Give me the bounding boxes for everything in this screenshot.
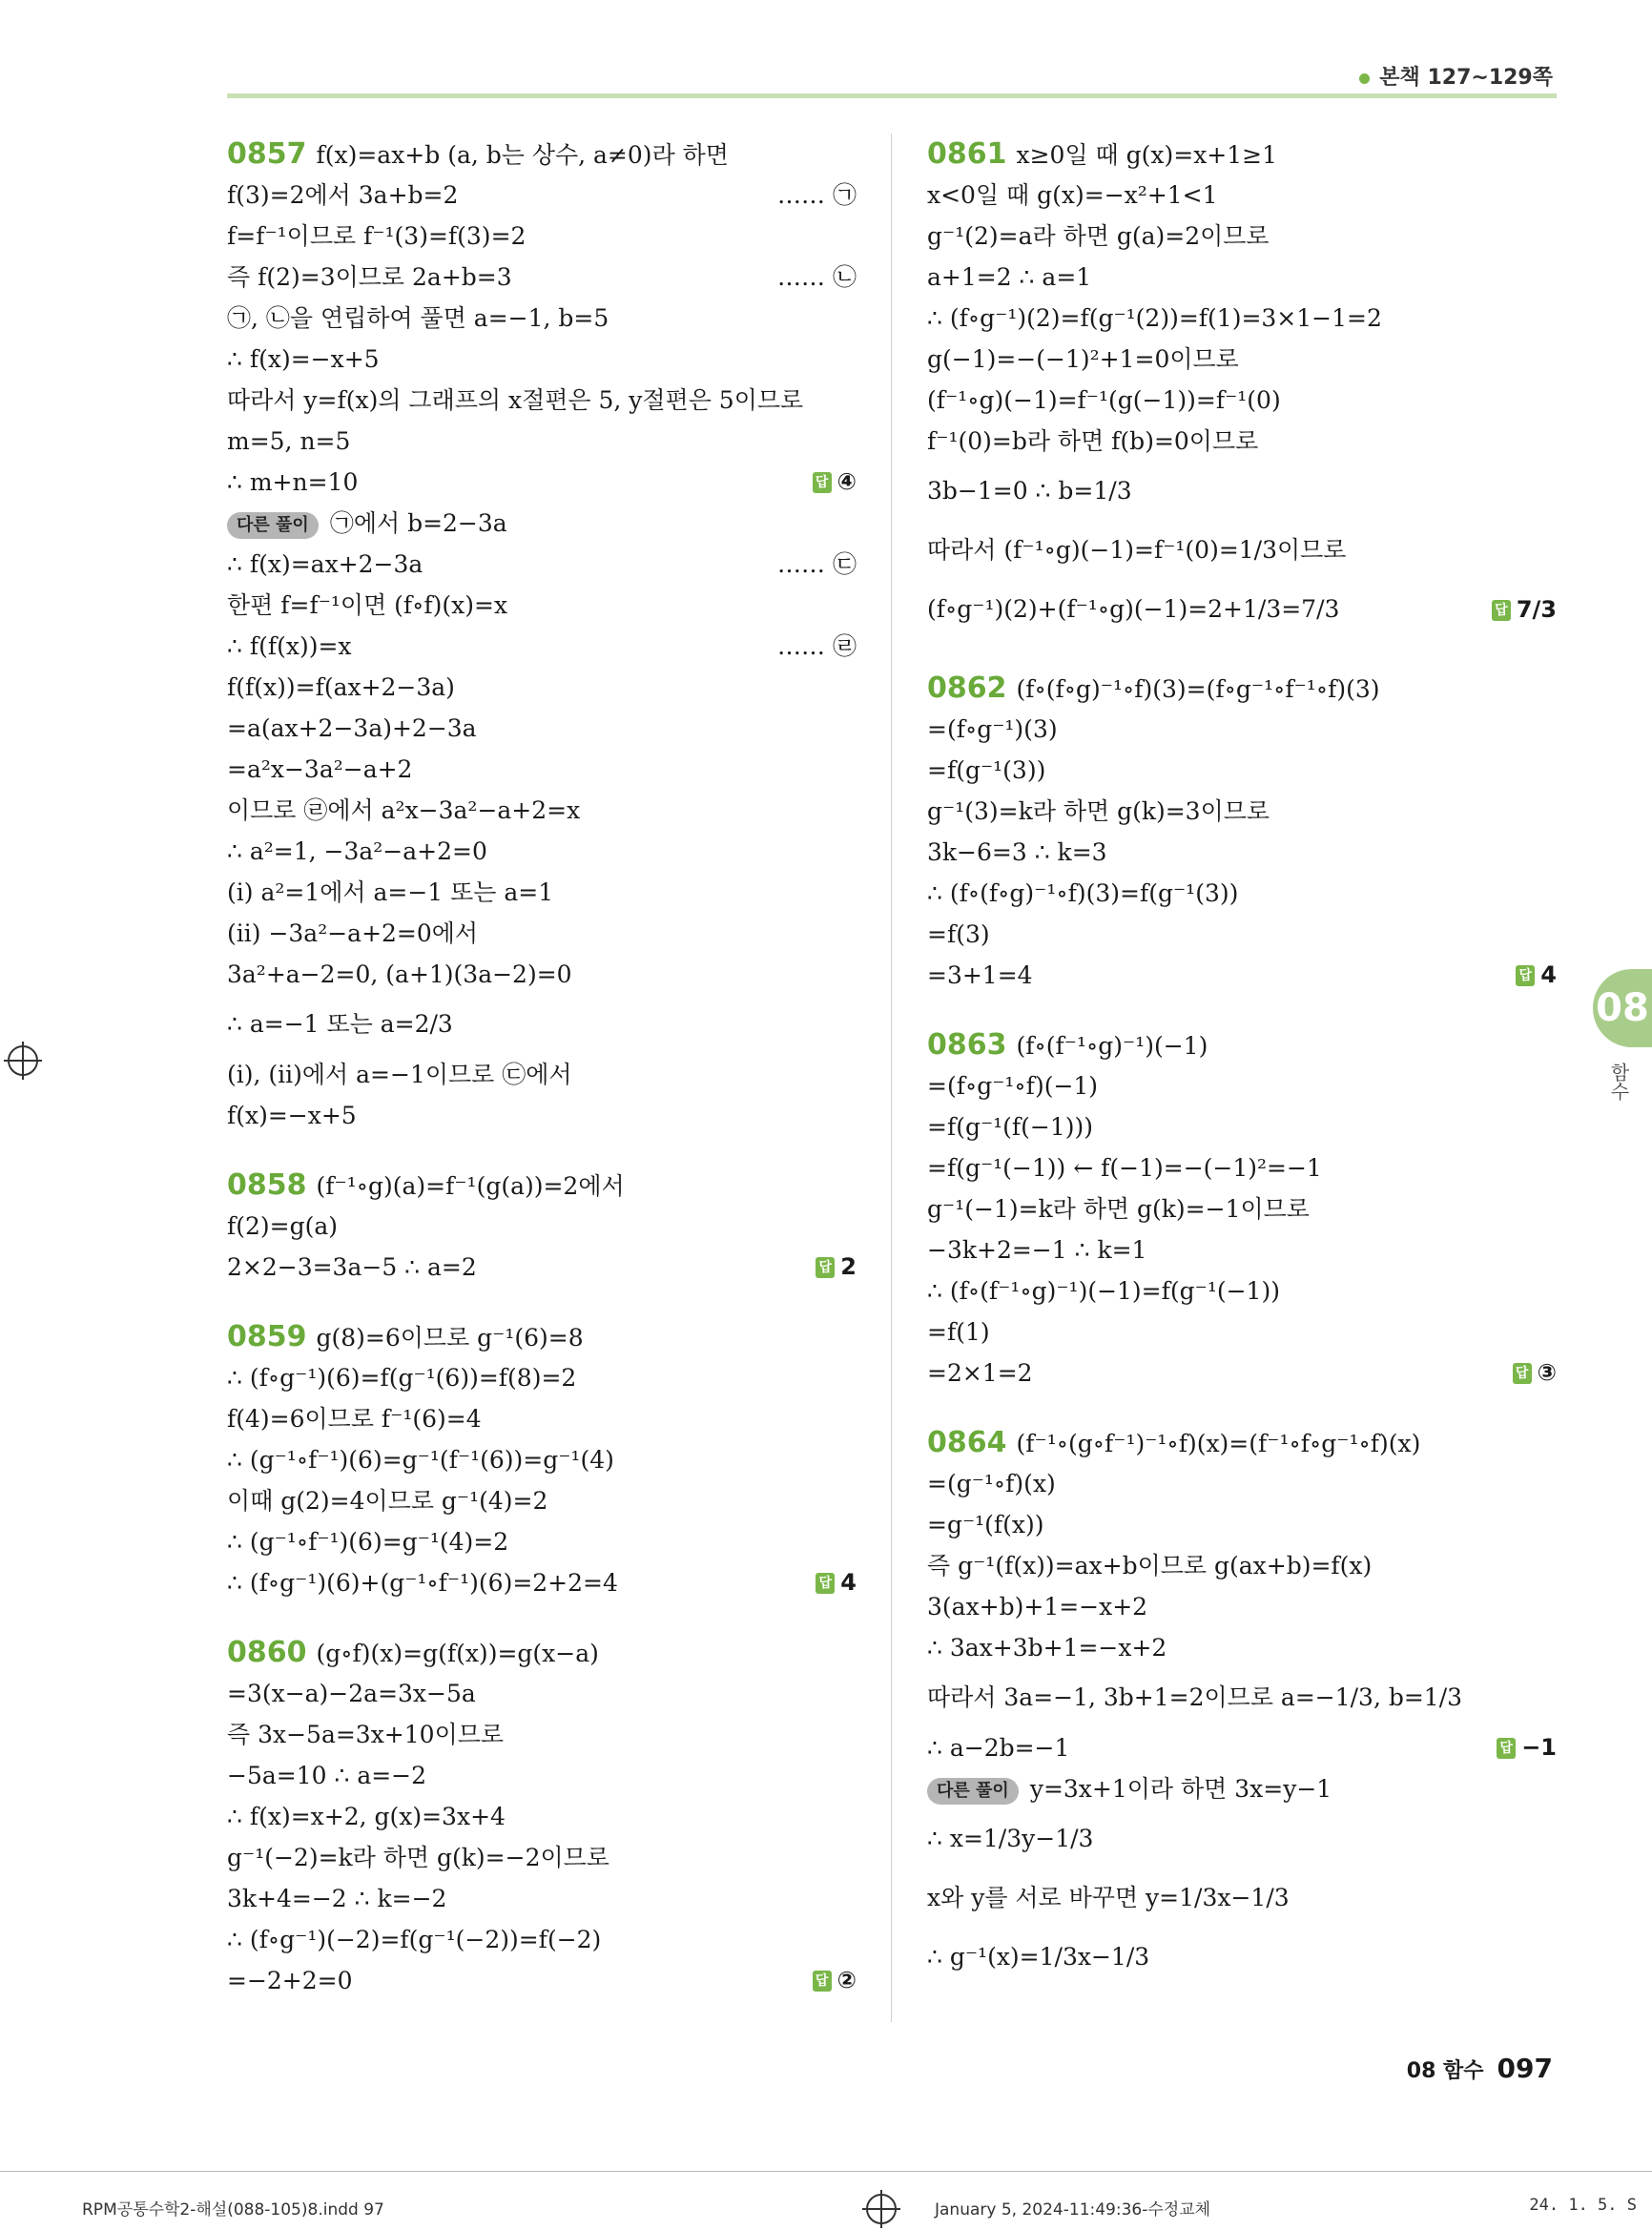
math-text: x와 y를 서로 바꾸면 y=1/3x−1/3 <box>927 1884 1290 1911</box>
page-number: 097 <box>1497 2053 1553 2084</box>
math-text: (ⅰ), (ⅱ)에서 a=−1이므로 ㉢에서 <box>227 1061 572 1088</box>
solution-line <box>227 421 857 462</box>
answer-mark <box>1492 580 1557 639</box>
math-text: m=5, n=5 <box>227 427 351 455</box>
answer-value: −1 <box>1521 1734 1557 1761</box>
math-text: =2×1=2 <box>927 1359 1033 1387</box>
math-text: 3k−6=3 ∴ k=3 <box>927 838 1107 866</box>
answer-icon: 답 <box>813 472 832 493</box>
math-text: f=f⁻¹이므로 f⁻¹(3)=f(3)=2 <box>227 222 527 250</box>
math-text: (f∘(f⁻¹∘g)⁻¹)(−1) <box>1016 1032 1208 1060</box>
math-text: 3k+4=−2 ∴ k=−2 <box>227 1885 447 1912</box>
footer-rule <box>0 2171 1652 2172</box>
solution-line <box>927 1727 1557 1768</box>
problem-header <box>927 134 1557 175</box>
solution-line <box>227 1054 857 1095</box>
print-file-name: RPM공통수학2-해설(088-105)8.indd 97 <box>82 2200 384 2220</box>
math-text: (f⁻¹∘(g∘f⁻¹)⁻¹∘f)(x)=(f⁻¹∘f∘g⁻¹∘f)(x) <box>1016 1430 1421 1457</box>
solution-line <box>227 216 857 257</box>
solution-line <box>227 1673 857 1714</box>
math-text: ∴ 3ax+3b+1=−x+2 <box>927 1634 1167 1662</box>
math-text: =g⁻¹(f(x)) <box>927 1511 1044 1538</box>
solution-line <box>227 1480 857 1521</box>
solution-line <box>227 1095 857 1136</box>
footer-chapter: 08 함수 <box>1406 2059 1484 2083</box>
page-footer-title <box>1407 2053 1553 2084</box>
math-text: 따라서 (f⁻¹∘g)(−1)=f⁻¹(0)=1/3이므로 <box>927 536 1347 564</box>
problem-header <box>927 668 1557 709</box>
math-text: g(8)=6이므로 g⁻¹(6)=8 <box>316 1324 584 1352</box>
math-text: f⁻¹(0)=b라 하면 f(b)=0이므로 <box>927 427 1259 455</box>
math-text: ∴ f(x)=x+2, g(x)=3x+4 <box>227 1803 506 1830</box>
math-text: −5a=10 ∴ a=−2 <box>227 1762 427 1789</box>
math-text: =a(ax+2−3a)+2−3a <box>227 714 477 742</box>
answer-mark <box>816 1562 857 1603</box>
solution-line <box>927 1869 1557 1928</box>
math-text: =f(1) <box>927 1318 990 1346</box>
solution-line <box>927 380 1557 421</box>
solution-line <box>927 339 1557 380</box>
problem-number: 0859 <box>227 1320 307 1353</box>
solution-line <box>227 503 857 544</box>
math-text: ∴ m+n=10 <box>227 468 359 496</box>
answer-mark <box>1497 1727 1557 1768</box>
solution-line <box>927 1809 1557 1869</box>
math-text: g(−1)=−(−1)²+1=0이므로 <box>927 345 1239 373</box>
math-text: =(f∘g⁻¹)(3) <box>927 715 1058 743</box>
solution-line <box>927 1065 1557 1106</box>
math-text: ∴ a²=1, −3a²−a+2=0 <box>227 837 487 865</box>
math-text: =3+1=4 <box>927 961 1033 989</box>
math-text: =−2+2=0 <box>227 1967 353 1994</box>
solution-line <box>927 1463 1557 1504</box>
math-text: x≥0일 때 g(x)=x+1≥1 <box>1016 141 1278 169</box>
solution-line <box>227 831 857 872</box>
solution-line <box>927 832 1557 873</box>
math-text: ∴ (f∘g⁻¹)(6)=f(g⁻¹(6))=f(8)=2 <box>227 1364 577 1392</box>
math-text: 이므로 ㉣에서 a²x−3a²−a+2=x <box>227 796 581 824</box>
math-text: 3(ax+b)+1=−x+2 <box>927 1593 1148 1621</box>
problem-header <box>227 134 857 175</box>
math-text: (f⁻¹∘g)(a)=f⁻¹(g(a))=2에서 <box>316 1172 625 1200</box>
math-text: ∴ a=−1 또는 a=2/3 <box>227 1010 453 1038</box>
answer-value: ④ <box>836 468 857 495</box>
solution-line <box>227 1837 857 1878</box>
answer-icon: 답 <box>816 1257 835 1278</box>
solution-line <box>927 709 1557 750</box>
equation-label: …… ㉡ <box>777 263 857 291</box>
math-text: a+1=2 ∴ a=1 <box>927 263 1092 291</box>
problem-header <box>927 1024 1557 1065</box>
math-text: y=3x+1이라 하면 3x=y−1 <box>1029 1775 1332 1803</box>
problem-header <box>227 1316 857 1357</box>
math-text: g⁻¹(3)=k라 하면 g(k)=3이므로 <box>927 797 1270 825</box>
math-text: ∴ (f∘(f⁻¹∘g)⁻¹)(−1)=f(g⁻¹(−1)) <box>927 1277 1280 1305</box>
solution-line <box>227 1960 857 2001</box>
solution-line <box>227 954 857 995</box>
math-text: =3(x−a)−2a=3x−5a <box>227 1680 476 1707</box>
solution-line <box>927 1270 1557 1311</box>
math-text: ∴ g⁻¹(x)=1/3x−1/3 <box>927 1943 1150 1971</box>
solution-line <box>927 1928 1557 1987</box>
solution-line <box>227 1878 857 1919</box>
solution-line <box>227 585 857 626</box>
solution-line <box>927 1545 1557 1586</box>
solution-line <box>927 1627 1557 1668</box>
solution-line <box>927 521 1557 580</box>
math-text: 한편 f=f⁻¹이면 (f∘f)(x)=x <box>227 591 508 619</box>
solution-line <box>227 1796 857 1837</box>
math-text: (ⅰ) a²=1에서 a=−1 또는 a=1 <box>227 878 554 906</box>
answer-mark <box>813 462 857 503</box>
math-text: 3a²+a−2=0, (a+1)(3a−2)=0 <box>227 960 572 988</box>
left-column <box>227 134 857 2001</box>
math-text: f(x)=ax+b (a, b는 상수, a≠0)라 하면 <box>316 141 729 169</box>
solution-line <box>927 873 1557 914</box>
math-text: f(4)=6이므로 f⁻¹(6)=4 <box>227 1405 482 1433</box>
answer-icon: 답 <box>1516 965 1535 986</box>
answer-value: 4 <box>840 1569 857 1596</box>
math-text: g⁻¹(2)=a라 하면 g(a)=2이므로 <box>927 222 1270 250</box>
problem-number: 0862 <box>927 671 1007 705</box>
math-text: ㉠에서 b=2−3a <box>329 509 507 537</box>
solution-line <box>927 1352 1557 1394</box>
math-text: 따라서 y=f(x)의 그래프의 x절편은 5, y절편은 5이므로 <box>227 386 804 414</box>
solution-line <box>227 667 857 708</box>
math-text: 3b−1=0 ∴ b=1/3 <box>927 477 1132 505</box>
solution-line <box>227 749 857 790</box>
equation-label: …… ㉢ <box>777 550 857 578</box>
answer-icon: 답 <box>1492 600 1511 621</box>
math-text: ∴ (f∘g⁻¹)(2)=f(g⁻¹(2))=f(1)=3×1−1=2 <box>927 304 1382 332</box>
equation-label: …… ㉣ <box>777 632 857 660</box>
chapter-tab: 08 <box>1593 969 1652 1047</box>
math-text: f(3)=2에서 3a+b=2 <box>227 181 459 209</box>
math-text: g⁻¹(−1)=k라 하면 g(k)=−1이므로 <box>927 1195 1310 1223</box>
solution-line <box>927 1668 1557 1727</box>
math-text: 2×2−3=3a−5 ∴ a=2 <box>227 1253 477 1281</box>
solution-line <box>927 216 1557 257</box>
alternate-solution-badge: 다른 풀이 <box>227 512 319 539</box>
solution-line <box>227 1521 857 1562</box>
solution-line <box>227 380 857 421</box>
math-text: (f⁻¹∘g)(−1)=f⁻¹(g(−1))=f⁻¹(0) <box>927 386 1281 414</box>
solution-line <box>227 1714 857 1755</box>
problem-number: 0863 <box>927 1028 1007 1062</box>
registration-mark-icon <box>8 1045 38 1076</box>
solution-line <box>227 1562 857 1603</box>
answer-mark <box>1513 1352 1557 1394</box>
solution-line <box>227 175 857 216</box>
answer-icon: 답 <box>813 1971 832 1992</box>
math-text: =a²x−3a²−a+2 <box>227 755 413 783</box>
solution-line <box>927 1229 1557 1270</box>
textbook-page-reference: 본책 127~129쪽 <box>1359 61 1553 91</box>
solution-line <box>927 1311 1557 1352</box>
print-date: January 5, 2024-11:49:36-수정교체 <box>935 2200 1211 2220</box>
answer-icon: 답 <box>1497 1738 1516 1759</box>
solution-line <box>927 791 1557 832</box>
solution-line <box>227 790 857 831</box>
solution-line <box>927 462 1557 521</box>
math-text: 따라서 3a=−1, 3b+1=2이므로 a=−1/3, b=1/3 <box>927 1683 1463 1711</box>
solution-line <box>227 913 857 954</box>
problem-number: 0861 <box>927 137 1007 171</box>
solution-line <box>227 298 857 339</box>
math-text: f(x)=−x+5 <box>227 1102 357 1129</box>
solution-line <box>227 1439 857 1480</box>
math-text: ∴ (g⁻¹∘f⁻¹)(6)=g⁻¹(f⁻¹(6))=g⁻¹(4) <box>227 1446 614 1474</box>
solution-line <box>927 750 1557 791</box>
solution-line <box>927 1586 1557 1627</box>
math-text: 즉 g⁻¹(f(x))=ax+b이므로 g(ax+b)=f(x) <box>927 1552 1373 1580</box>
solution-line <box>927 1768 1557 1809</box>
solution-line <box>927 1147 1557 1188</box>
answer-icon: 답 <box>816 1573 835 1594</box>
solution-line <box>227 1357 857 1398</box>
math-text: ∴ f(x)=−x+5 <box>227 345 380 373</box>
solution-line <box>927 580 1557 639</box>
problem-number: 0857 <box>227 137 307 171</box>
equation-label: …… ㉠ <box>777 181 857 209</box>
math-text: −3k+2=−1 ∴ k=1 <box>927 1236 1147 1264</box>
solution-line <box>227 872 857 913</box>
math-text: 이때 g(2)=4이므로 g⁻¹(4)=2 <box>227 1487 548 1515</box>
solution-line <box>927 257 1557 298</box>
math-text: (g∘f)(x)=g(f(x))=g(x−a) <box>316 1640 599 1667</box>
math-text: f(f(x))=f(ax+2−3a) <box>227 673 455 701</box>
solution-line <box>227 1206 857 1247</box>
solution-line <box>227 1755 857 1796</box>
math-text: ∴ (f∘g⁻¹)(−2)=f(g⁻¹(−2))=f(−2) <box>227 1926 602 1953</box>
solution-line <box>927 298 1557 339</box>
math-text: =f(g⁻¹(f(−1))) <box>927 1113 1094 1141</box>
math-text: ∴ (f∘(f∘g)⁻¹∘f)(3)=f(g⁻¹(3)) <box>927 879 1239 907</box>
math-text: 즉 f(2)=3이므로 2a+b=3 <box>227 263 512 291</box>
math-text: =(g⁻¹∘f)(x) <box>927 1470 1056 1497</box>
math-text: f(2)=g(a) <box>227 1212 339 1240</box>
right-column <box>927 134 1557 1987</box>
problem-number: 0864 <box>927 1426 1007 1459</box>
math-text: =f(g⁻¹(−1)) ← f(−1)=−(−1)²=−1 <box>927 1154 1322 1182</box>
solution-line <box>227 626 857 667</box>
solution-line <box>227 1398 857 1439</box>
alternate-solution-badge: 다른 풀이 <box>927 1778 1019 1805</box>
answer-value: 4 <box>1540 961 1557 988</box>
problem-header <box>227 1165 857 1206</box>
bullet-dot-icon <box>1359 73 1370 84</box>
solution-line <box>227 995 857 1054</box>
math-text: x<0일 때 g(x)=−x²+1<1 <box>927 181 1218 209</box>
solution-line <box>927 1188 1557 1229</box>
problem-header <box>927 1422 1557 1463</box>
math-text: =f(g⁻¹(3)) <box>927 756 1046 784</box>
solution-line <box>927 421 1557 462</box>
problem-number: 0858 <box>227 1168 307 1202</box>
math-text: ∴ x=1/3y−1/3 <box>927 1825 1094 1852</box>
solution-line <box>927 1106 1557 1147</box>
column-divider <box>891 134 892 2022</box>
chapter-tab-label: 함수 <box>1607 1063 1630 1101</box>
answer-mark <box>1516 955 1557 996</box>
solution-line <box>927 175 1557 216</box>
math-text: ㉠, ㉡을 연립하여 풀면 a=−1, b=5 <box>227 304 609 332</box>
math-text: (f∘g⁻¹)(2)+(f⁻¹∘g)(−1)=2+1/3=7/3 <box>927 595 1340 623</box>
math-text: ∴ (g⁻¹∘f⁻¹)(6)=g⁻¹(4)=2 <box>227 1528 509 1556</box>
solution-line <box>227 339 857 380</box>
math-text: =f(3) <box>927 920 990 948</box>
solution-line <box>227 1247 857 1288</box>
solution-line <box>927 914 1557 955</box>
header-rule <box>227 93 1557 98</box>
answer-mark <box>813 1960 857 2001</box>
math-text: (ⅱ) −3a²−a+2=0에서 <box>227 919 479 947</box>
math-text: ∴ f(x)=ax+2−3a <box>227 550 423 578</box>
problem-header <box>227 1632 857 1673</box>
answer-value: ③ <box>1537 1359 1557 1386</box>
solution-line <box>227 544 857 585</box>
math-text: ∴ a−2b=−1 <box>927 1734 1070 1762</box>
math-text: ∴ (f∘g⁻¹)(6)+(g⁻¹∘f⁻¹)(6)=2+2=4 <box>227 1569 618 1597</box>
math-text: g⁻¹(−2)=k라 하면 g(k)=−2이므로 <box>227 1844 609 1871</box>
problem-number: 0860 <box>227 1636 307 1669</box>
solution-line <box>227 1919 857 1960</box>
math-text: ∴ f(f(x))=x <box>227 632 352 660</box>
solution-line <box>227 257 857 298</box>
answer-value: 7/3 <box>1516 596 1557 623</box>
registration-mark-icon <box>866 2194 897 2224</box>
answer-icon: 답 <box>1513 1363 1532 1384</box>
math-text: (f∘(f∘g)⁻¹∘f)(3)=(f∘g⁻¹∘f⁻¹∘f)(3) <box>1016 675 1380 703</box>
print-stamp: 24. 1. 5. S <box>1529 2196 1637 2215</box>
math-text: 즉 3x−5a=3x+10이므로 <box>227 1721 505 1748</box>
answer-mark <box>816 1247 857 1288</box>
solution-line <box>227 708 857 749</box>
solution-line <box>927 1504 1557 1545</box>
answer-value: 2 <box>840 1253 857 1280</box>
answer-value: ② <box>836 1967 857 1993</box>
math-text: =(f∘g⁻¹∘f)(−1) <box>927 1072 1099 1100</box>
solution-line <box>227 462 857 503</box>
solution-line <box>927 955 1557 996</box>
